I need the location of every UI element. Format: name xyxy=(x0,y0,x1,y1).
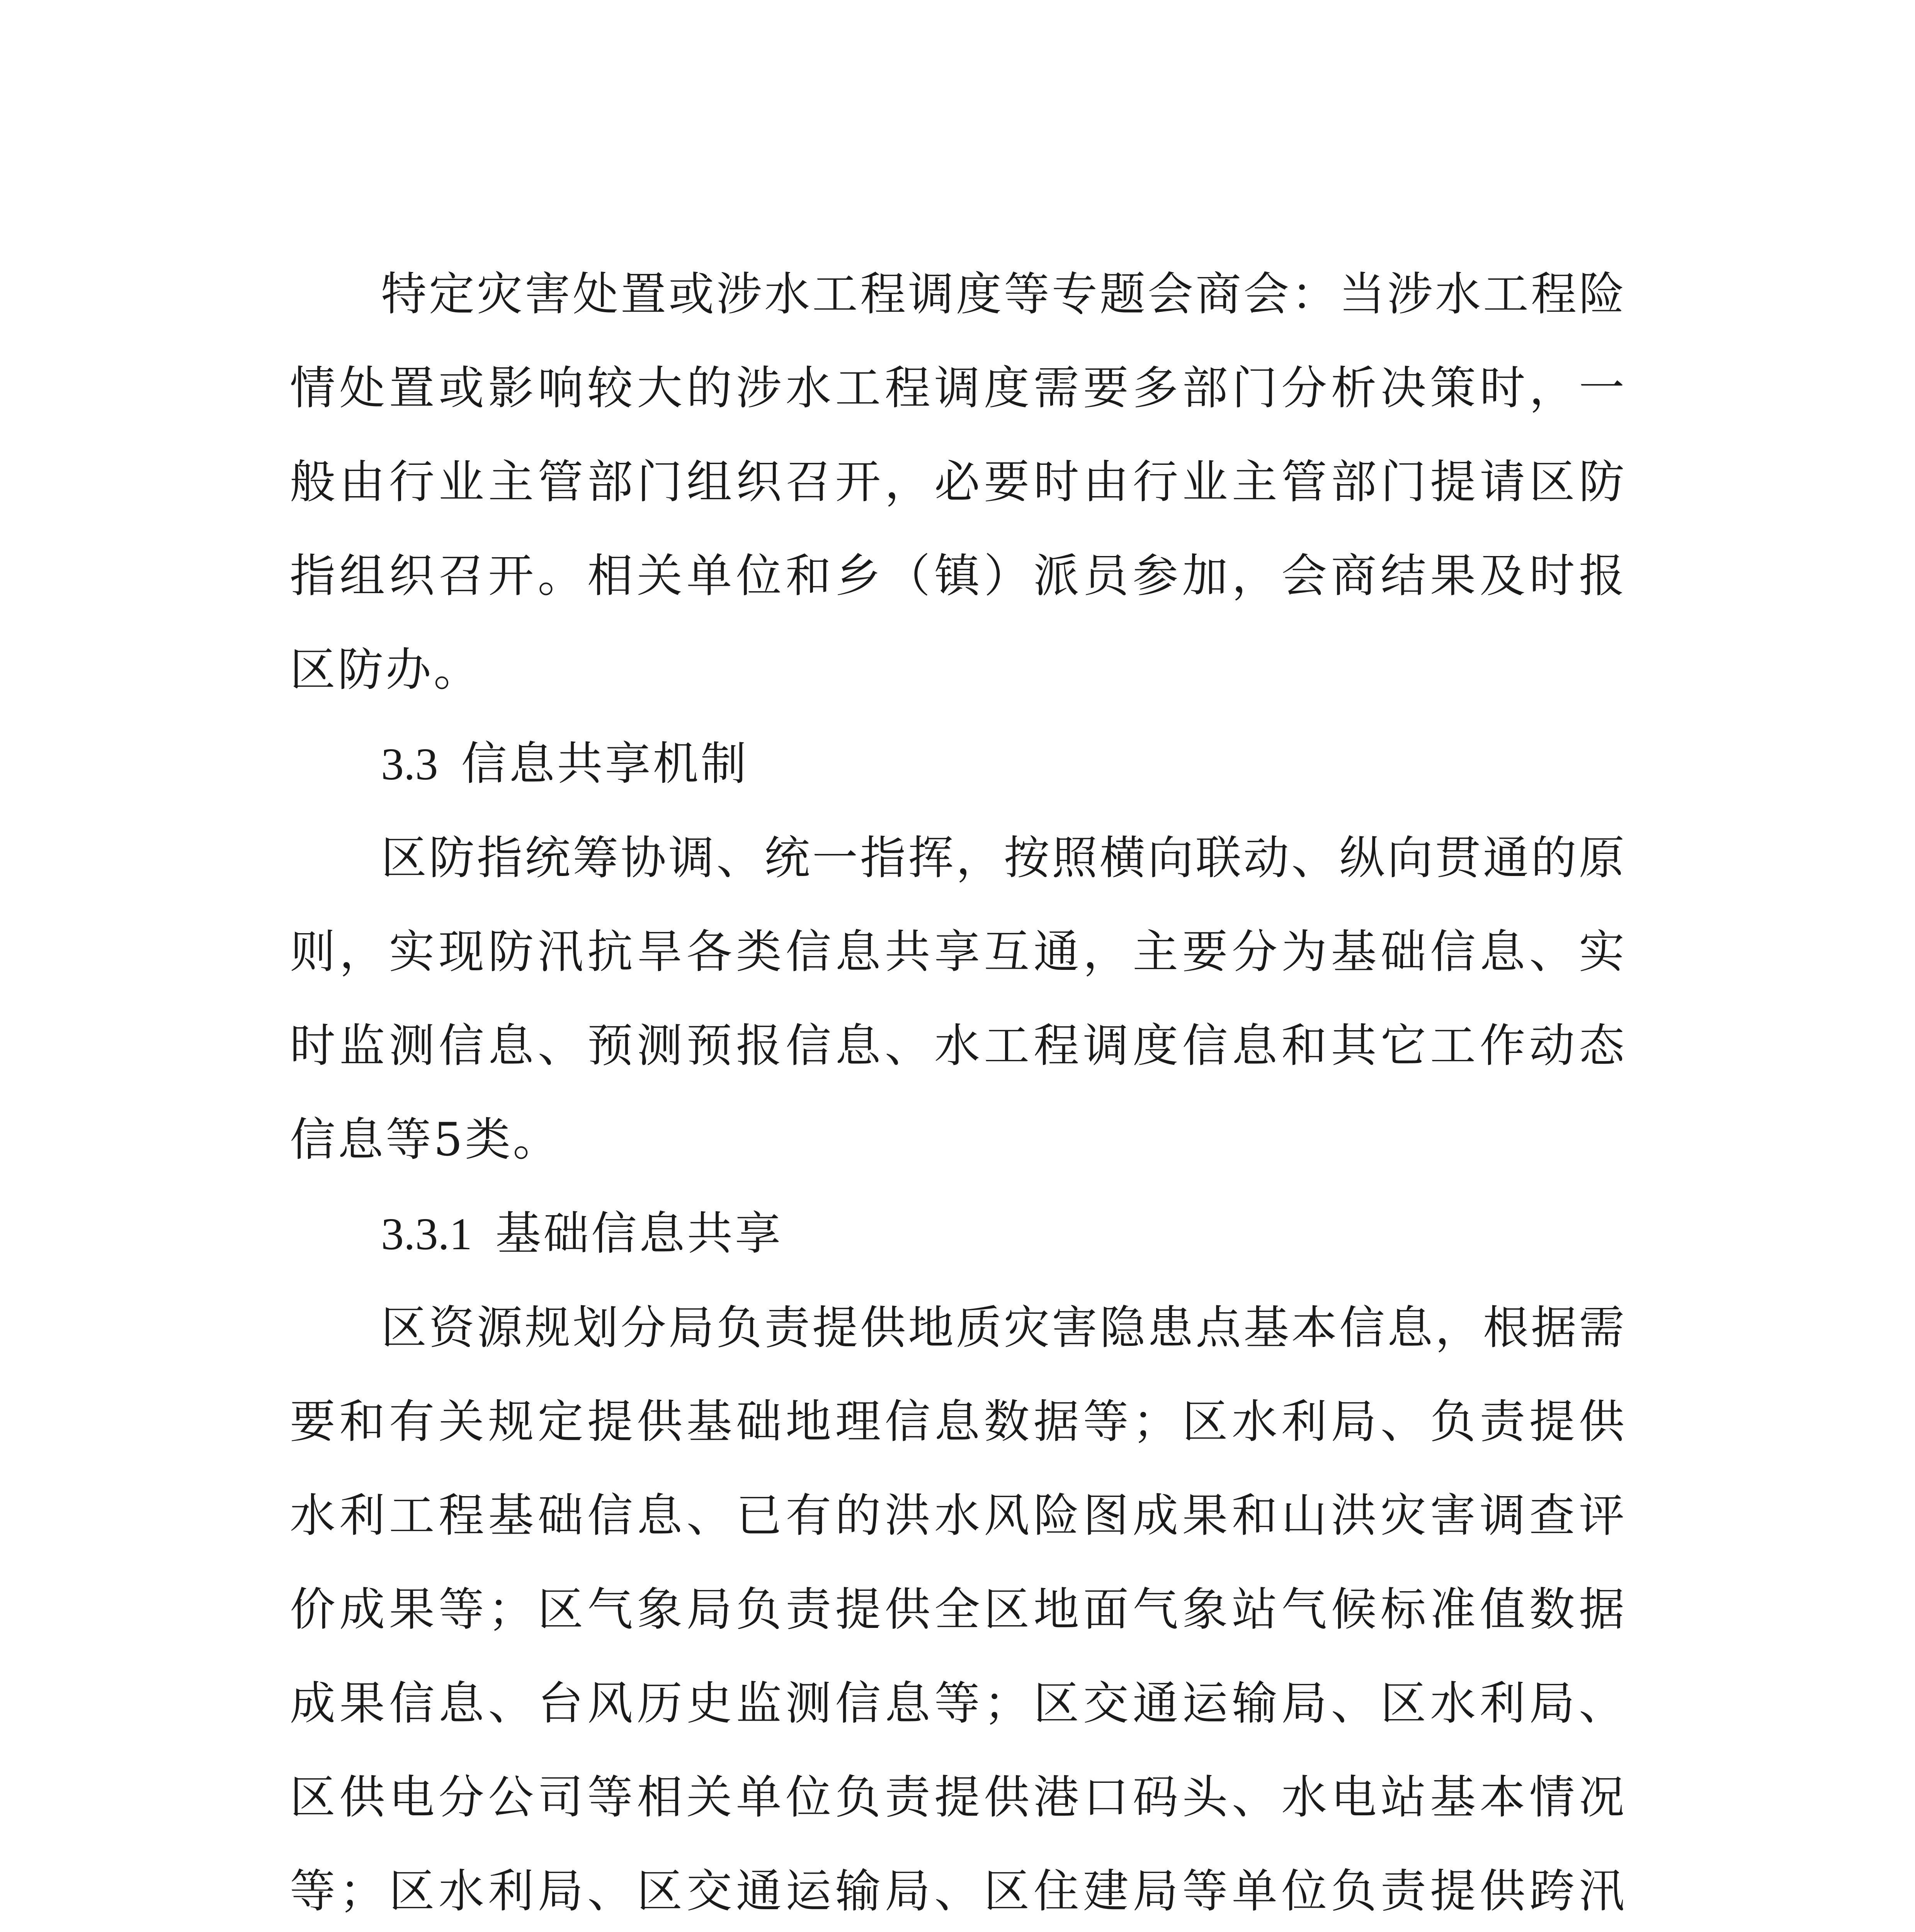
paragraph-consultation-meeting: 特定灾害处置或涉水工程调度等专题会商会：当涉水工程险情处置或影响较大的涉水工程调度需要多部门分析决策时，一般由行业主管部门组织召开，必要时由行业主管部门提请区防指组织召开。相关单位和乡（镇）派员参加，会商结果及时报区防办。 xyxy=(290,267,1627,696)
section-number: 3.3 xyxy=(381,739,438,789)
section-heading-3-3 xyxy=(290,717,1627,811)
section-title: 信息共享机制 xyxy=(461,737,749,790)
section-number: 3.3.1 xyxy=(381,1209,472,1259)
section-title: 基础信息共享 xyxy=(495,1207,783,1260)
section-heading-3-3-1 xyxy=(290,1187,1627,1281)
paragraph-basic-info-sharing: 区资源规划分局负责提供地质灾害隐患点基本信息，根据需要和有关规定提供基础地理信息数据等；区水利局、负责提供水利工程基础信息、已有的洪水风险图成果和山洪灾害调查评价成果等；区气象局负责提供全区地面气象站气候标准值数据成果信息、台风历史监测信息等；区交通运输局、区水利局、区供电分公司等相关单位负责提供港口码头、水电站基本情况等；区水利局、区交通运输局、区住建局等单位负责提供跨汛 xyxy=(290,1301,1627,1918)
page-body xyxy=(290,247,1627,1932)
paragraph-info-sharing-overview: 区防指统筹协调、统一指挥，按照横向联动、纵向贯通的原则，实现防汛抗旱各类信息共享互通，主要分为基础信息、实时监测信息、预测预报信息、水工程调度信息和其它工作动态信息等5类。 xyxy=(290,831,1627,1166)
